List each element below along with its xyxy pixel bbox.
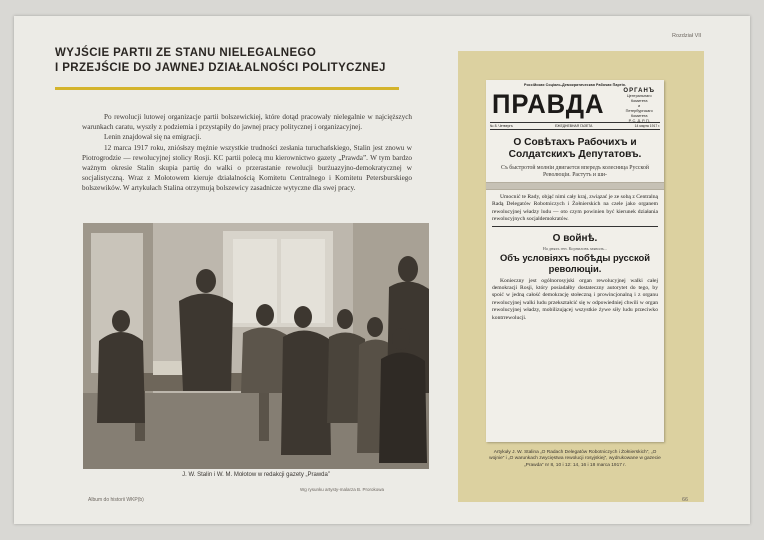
newspaper-organ-word: ОРГАНЪ bbox=[623, 88, 655, 94]
article-headline-war: О войнѣ. bbox=[552, 232, 598, 244]
newspaper-type: ЕЖЕДНЕВНАЯ ГАЗЕТА bbox=[555, 124, 593, 128]
illustration-caption: J. W. Stalin i W. M. Mołotow w redakcji gazety „Prawda” bbox=[182, 472, 330, 478]
article-headline-revolution: Объ условіяхъ побѣды русской революціи. bbox=[499, 251, 651, 274]
body-text bbox=[82, 112, 412, 194]
newspaper-tagline: Россійская Соціаль-Демократическая Рабочая Партія. bbox=[524, 83, 626, 87]
article-excerpt-revolution: Konieczny jest ogólnorosyjski organ rewolucyjnej walki całej demokracji Rosji, który posiadałby dostateczny autorytet do tego, by spoić w jedną całość demokrację stołeczną i prowincjonalną i z organu rewolucyjnej walki ludu przekształcić się w odpowiedniej chwili w organ rewolucyjnej władzy, mobilizującej wszystkie żywe siły ludu przeciwko kontrrewolucji. bbox=[492, 277, 658, 321]
body-paragraph: 12 marca 1917 roku, zniósłszy mężnie wszystkie trudności zesłania turuchańskiego, Stalin jest znowu w Piotrogrodzie — rewolucyjnej stolicy Rosji. KC partii polecą mu kierownictwo gazety „Prawda”. W tym bardzo ważnym okresie Stalin skupia partię do walki o przerastanie rewolucji burżuazyjno-demokratycznej w socjalistyczną. Wraz z Mołotowem kieruje działalnością Komitetu Centralnego i Komitetu Petersburskiego bolszewików. W artykułach Stalina otrzymują bolszewicy zasadnicze wytyczne dla swej pracy. bbox=[82, 143, 412, 193]
body-paragraph: Lenin znajdował się na emigracji. bbox=[104, 133, 202, 142]
page-title-line-2: I PRZEJŚCIE DO JAWNEJ DZIAŁALNOŚCI POLITYCZNEJ bbox=[55, 62, 386, 74]
article-excerpt-soviets: Umocnić te Rady, objąć nimi cały kraj, związać je ze sobą z Centralną Radą Delegatów Robotniczych i Żołnierskich na czele jako organem rewolucyjnej władzy ludu — oto czym powinien być kierunek działania rewolucyjnych socjaldemokratów. bbox=[492, 194, 658, 223]
page-title bbox=[55, 46, 415, 76]
newspaper-caption: Artykuły J. W. Stalina „O Radach Delegatów Robotniczych i Żołnierskich”, „O wojnie” i „O warunkach zwycięstwa rewolucji rosyjskiej”, wydrukowane w gazecie „Prawda” nr 8, 10 i 12: 14, 16 i 18 marca 1917 r. bbox=[489, 450, 661, 468]
newspaper-organ-block bbox=[618, 89, 660, 124]
newspaper-date: 14 марта 1917 г. bbox=[634, 124, 660, 128]
newspaper-masthead bbox=[492, 89, 660, 122]
page-number: 66 bbox=[682, 497, 689, 503]
newspaper-organ-line: Р. С. Д. Р. П. bbox=[628, 119, 650, 123]
illustration-credit: Wg rysunku artysty-malarza B. Prorokowa bbox=[300, 487, 385, 492]
section-label: Rozdział VII bbox=[672, 33, 702, 39]
article-lead-soviets: Съ быстротой молніи двигается впередъ колесница Русской Революціи. Растутъ и ши- bbox=[500, 165, 650, 178]
article-headline-soviets: О Совѣтахъ Рабочихъ и Солдатскихъ Депутатовъ. bbox=[508, 137, 642, 160]
body-paragraph: Po rewolucji lutowej organizacje partii bolszewickiej, które dotąd pracowały nielegalnie w najcięższych warunkach caratu, wyszły z podziemia i przystąpiły do jawnej pracy politycznej i organizacyjnej. bbox=[82, 113, 412, 132]
title-underline bbox=[55, 87, 399, 90]
newspaper-organ-line: Петербургскаго Комитета bbox=[625, 109, 653, 118]
article-lead-war: На дняхъ ген. Корниловъ заявилъ... bbox=[542, 245, 608, 251]
newspaper-dateline bbox=[490, 122, 660, 130]
newspaper-organ-line: Центральнаго Комитета bbox=[626, 94, 652, 103]
page-title-line-1: WYJŚCIE PARTII ZE STANU NIELEGALNEGO bbox=[55, 47, 317, 59]
pravda-newspaper-clipping bbox=[486, 80, 664, 442]
newspaper-organ-line: и bbox=[638, 104, 641, 108]
editorial-office-illustration bbox=[83, 223, 429, 469]
article-divider bbox=[492, 226, 658, 227]
newspaper-issue: № 8. Четвергъ bbox=[490, 124, 513, 128]
album-footer-title: Album do historii WKP(b) bbox=[88, 497, 144, 503]
clipping-tear bbox=[486, 182, 664, 190]
newspaper-name: ПРАВДА bbox=[492, 89, 605, 119]
illustration-drawing bbox=[83, 223, 429, 469]
